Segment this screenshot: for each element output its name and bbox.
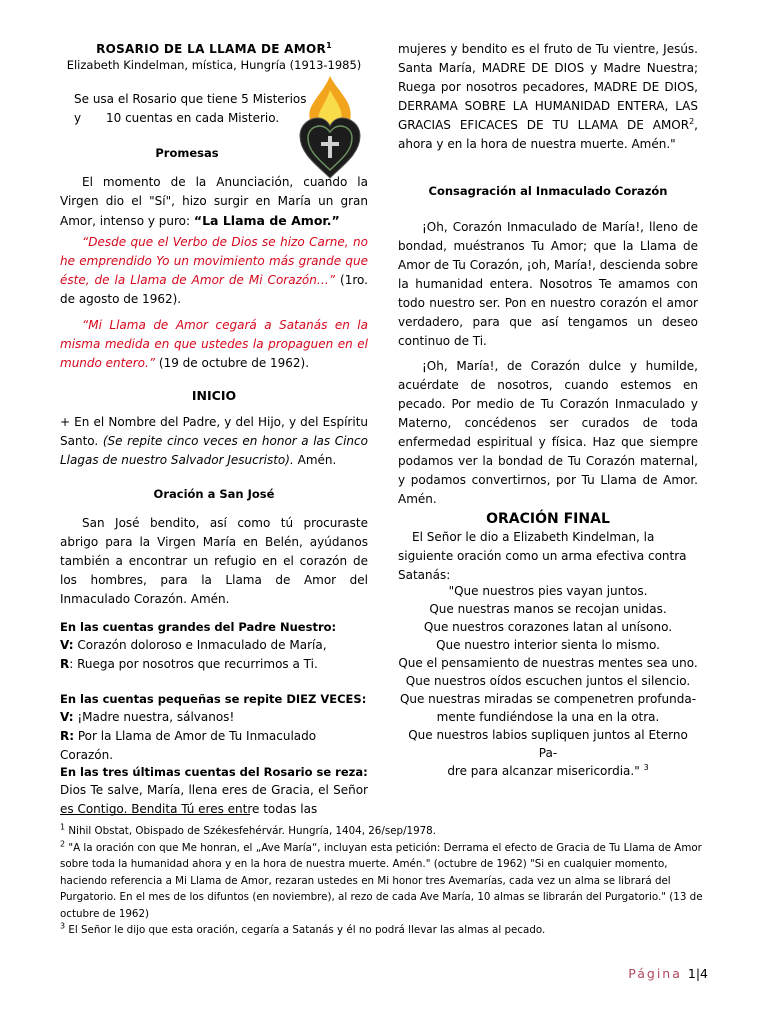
footnotes xyxy=(60,823,708,939)
poem-line: Que nuestras manos se recojan unidas. xyxy=(429,602,667,616)
poem-line: Que nuestros labios supliquen juntos al Eterno Pa- xyxy=(408,728,688,760)
san-jose-paragraph: San José bendito, así como tú procuraste abrigo para la Virgen María en Belén, ayúdanos también a encontrar un refugio en el corazón de los hombres, para la Llama de Amor del Inmaculado Corazón. Amén. xyxy=(60,516,368,606)
poem-line: dre para alcanzar misericordia." $^3$ xyxy=(447,763,649,778)
footnote-2: $^2$ "A la oración con que Me honran, el „Ave María“, incluyan esta petición: Derrama el efecto de Gracia de Tu Llama de Amor sobre toda la humanidad ahora y en la hora de nuestra muerte. Amén." (octubre de 1962) "Si en cualquier momento, haciendo referencia a Mi Llama de Amor, rezaran ustedes en Mi honor tres Avemarías, cada vez un alma se librará del Purgatorio. En el mes de los difuntos (en noviembre), al rezo de cada Ave María, 10 almas se librarán del Purgatorio." (13 de octubre de 1962) xyxy=(60,839,703,920)
oracion-final-intro: El Señor le dio a Elizabeth Kindelman, la siguiente oración como un arma efectiva contra Satanás: xyxy=(398,530,687,582)
poem-line: Que el pensamiento de nuestras mentes sea uno. xyxy=(398,656,698,670)
intro-line-1: Se usa el Rosario que tiene 5 Misterios y xyxy=(74,92,307,125)
footnote-3: $^3$ El Señor le dijo que esta oración, cegaría a Satanás y él no podrá llevar las almas al pecado. xyxy=(60,921,546,936)
page-total: 4 xyxy=(700,966,708,981)
consagracion-heading: Consagración al Inmaculado Corazón xyxy=(428,184,668,198)
san-jose-heading: Oración a San José xyxy=(153,487,275,501)
tres-cuentas-heading: En las tres últimas cuentas del Rosario se reza: xyxy=(60,765,368,779)
oracion-final-heading: ORACIÓN FINAL xyxy=(486,511,610,527)
cuentas-pequenas-versicle: V: ¡Madre nuestra, sálvanos! xyxy=(60,710,235,724)
quote-paragraph-2: “Mi Llama de Amor cegará a Satanás en la misma medida en que ustedes la propaguen en el mundo entero.” (19 de octubre de 1962). xyxy=(60,318,368,370)
document-title: ROSARIO DE LA LLAMA DE AMOR$^1$ xyxy=(96,41,332,56)
document-subtitle: Elizabeth Kindelman, mística, Hungría (1913-1985) xyxy=(66,58,362,72)
cuentas-grandes-heading: En las cuentas grandes del Padre Nuestro: xyxy=(60,620,337,634)
promesas-heading: Promesas xyxy=(155,146,219,160)
cuentas-pequenas-heading: En las cuentas pequeñas se repite DIEZ VECES: xyxy=(60,692,367,706)
inicio-heading: INICIO xyxy=(191,388,237,403)
cuentas-pequenas-response: R: Por la Llama de Amor de Tu Inmaculado Corazón. xyxy=(60,729,317,762)
flaming-heart-with-cross-icon xyxy=(296,74,364,184)
page-separator: | xyxy=(695,966,701,981)
poem-line: mente fundiéndose la una en la otra. xyxy=(436,710,660,724)
cuentas-grandes-versicle: V: Corazón doloroso e Inmaculado de María, xyxy=(60,638,327,652)
quote-paragraph-1: “Desde que el Verbo de Dios se hizo Carne, no he emprendido Yo un movimiento más grande que éste, de la Llama de Amor de Mi Corazón…” (1ro. de agosto de 1962). xyxy=(60,235,368,306)
oracion-final-poem xyxy=(398,582,698,780)
consagracion-paragraph-2: ¡Oh, María!, de Corazón dulce y humilde, acuérdate de nosotros, cuando estemos en pecado. Por medio de Tu Corazón Inmaculado y Materno, concédenos ser curados de toda enfermedad espiritual y física. Haz que siempre podamos ver la bondad de Tu Corazón maternal, y podamos convertirnos, por Tu Llama de Amor. Amén. xyxy=(398,359,698,506)
page-number xyxy=(628,966,708,981)
page-current: 1 xyxy=(687,966,696,981)
poem-line: Que nuestros oídos escuchen juntos el silencio. xyxy=(405,674,691,688)
footnote-1: $^1$ Nihil Obstat, Obispado de Székesfehérvár. Hungría, 1404, 26/sep/1978. xyxy=(60,822,437,837)
intro-line-2: 10 cuentas en cada Misterio. xyxy=(106,111,280,125)
poem-line: Que nuestras miradas se compenetren profunda- xyxy=(399,692,697,706)
cuentas-grandes-response: R: Ruega por nosotros que recurrimos a Ti. xyxy=(60,657,318,671)
ave-maria-continuation: mujeres y bendito es el fruto de Tu vientre, Jesús. Santa María, MADRE DE DIOS y Madre Nuestra; Ruega por nosotros pecadores, MADRE DE DIOS, DERRAMA SOBRE LA HUMANIDAD ENTERA, LAS GRACIAS EFICACES DE TU LLAMA DE AMOR$^2$, ahora y en la hora de nuestra muerte. Amén." xyxy=(398,42,698,151)
promesas-paragraph: El momento de la Anunciación, cuando la Virgen dio el "Sí", hizo surgir en María un gran Amor, intenso y puro: “La Llama de Amor.” xyxy=(60,175,368,228)
consagracion-paragraph-1: ¡Oh, Corazón Inmaculado de María!, lleno de bondad, muéstranos Tu Amor; que la Llama de Amor de Tu Corazón, ¡oh, María!, descienda sobre la humanidad entera. Nosotros Te amamos con todo nuestro ser. Pon en nuestro corazón el amor verdadero, para que así tengamos un deseo continuo de Ti. xyxy=(398,220,698,348)
poem-line: Que nuestros corazones latan al unísono. xyxy=(423,620,673,634)
page-label: Página xyxy=(628,966,682,981)
inicio-paragraph: + En el Nombre del Padre, y del Hijo, y del Espíritu Santo. (Se repite cinco veces en honor a las Cinco Llagas de nuestro Salvador Jesucristo). Amén. xyxy=(60,415,368,467)
poem-line: Que nuestro interior sienta lo mismo. xyxy=(436,638,660,652)
ave-maria-paragraph: Dios Te salve, María, llena eres de Gracia, el Señor es Contigo. Bendita Tú eres entre todas las xyxy=(60,783,368,816)
poem-line: "Que nuestros pies vayan juntos. xyxy=(448,584,648,598)
footnote-rule xyxy=(60,814,250,815)
